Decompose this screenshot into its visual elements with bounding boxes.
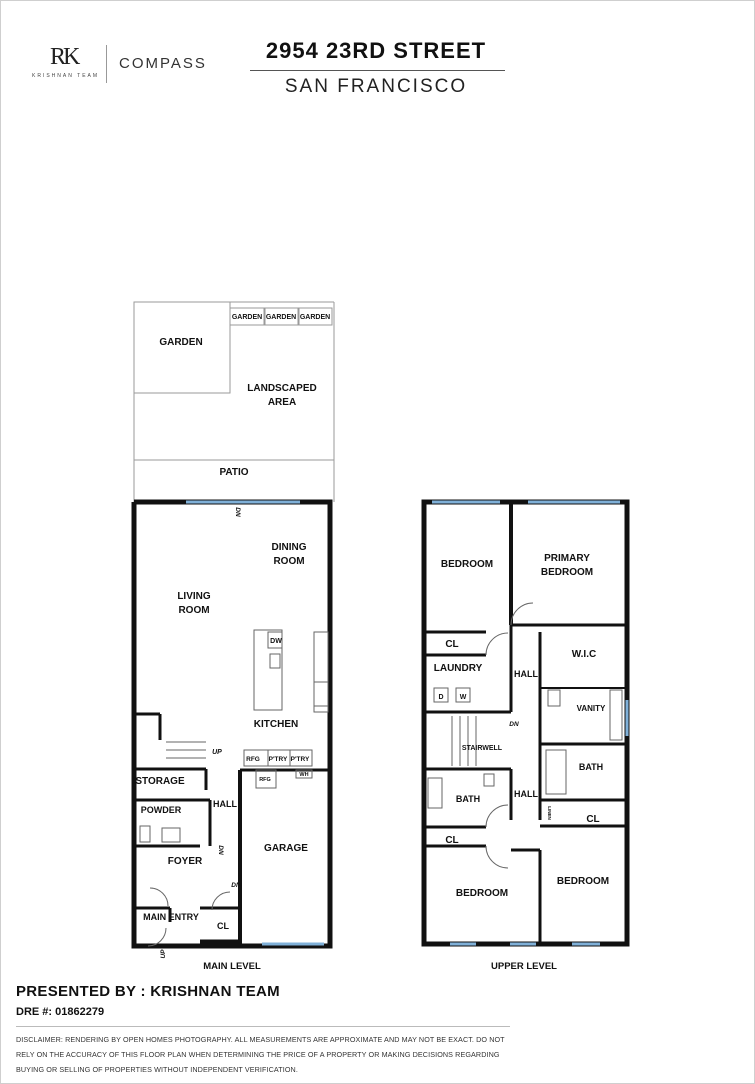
property-address: 2954 23RD STREET — [265, 38, 487, 63]
dre-number: DRE #: 01862279 — [16, 1006, 105, 1018]
hall-bath-label: BATH — [455, 794, 481, 804]
kitchen-fixtures — [140, 630, 328, 946]
krishnan-team-logo: RK — [50, 44, 78, 70]
closet-3-label: CL — [586, 814, 600, 825]
dryer-label: D — [438, 694, 444, 701]
pantry-label-1: P'TRY — [268, 756, 288, 763]
stair-up-label: UP — [212, 749, 222, 756]
stairwell-label: STAIRWELL — [461, 745, 503, 752]
presented-by: PRESENTED BY : KRISHNAN TEAM — [16, 983, 280, 1000]
entry-up-label: UP — [160, 949, 167, 959]
compass-logo: COMPASS — [119, 55, 207, 72]
linen-label: LINEN — [547, 806, 552, 820]
vanity-label: VANITY — [576, 704, 606, 713]
garden-label-2: GARDEN — [265, 314, 297, 321]
hall-2-label: HALL — [514, 789, 538, 799]
bedroom-se-label: BEDROOM — [556, 876, 610, 887]
property-city: SAN FRANCISCO — [284, 76, 468, 97]
washer-label: W — [459, 694, 467, 701]
garage-label: GARAGE — [264, 843, 308, 854]
patio-dn-label: DN — [234, 507, 241, 517]
upper-dn-label: DN — [509, 721, 519, 728]
living-room-label: LIVING — [177, 591, 211, 602]
primary-bath-label: BATH — [578, 762, 604, 772]
disclaimer-text: DISCLAIMER: RENDERING BY OPEN HOMES PHOTOGRAPHY. ALL MEASUREMENTS ARE APPROXIMATE AND MAY NOT BE EXACT. DO NOT RELY ON THE ACCURACY OF THIS FLOOR PLAN WHEN DETERMINING THE PRICE OF A PROPERTY OR MAKING DECISIONS REGARDING BUYING OR SELLING OF PROPERTIES WITHOUT INDEPENDENT VERIFICATION. — [16, 1035, 505, 1074]
living-room-label-2: ROOM — [178, 605, 210, 616]
main-entry-label: MAIN ENTRY — [143, 912, 199, 922]
landscaped-area-label: LANDSCAPED — [247, 383, 317, 394]
powder-label: POWDER — [140, 805, 182, 815]
foyer-label: FOYER — [167, 856, 203, 867]
landscaped-area-label-2: AREA — [267, 397, 297, 408]
laundry-label: LAUNDRY — [433, 663, 483, 674]
dining-room-label-2: ROOM — [273, 556, 305, 567]
garden-label: GARDEN — [159, 337, 203, 348]
closet-label: CL — [217, 921, 229, 931]
main-level-caption: MAIN LEVEL — [203, 961, 261, 972]
primary-bedroom-label-2: BEDROOM — [540, 567, 594, 578]
closet-1-label: CL — [445, 639, 459, 650]
dishwasher-label: DW — [270, 638, 282, 645]
primary-bedroom-label: PRIMARY — [544, 553, 590, 564]
upper-level-caption: UPPER LEVEL — [491, 961, 557, 972]
hall-label: HALL — [213, 799, 237, 809]
main-level-labels — [135, 314, 330, 972]
garage-fridge-label: RFG — [259, 777, 271, 783]
pantry-label-2: P'TRY — [290, 756, 310, 763]
bedroom-sw-label: BEDROOM — [455, 888, 509, 899]
hall-dn-label: DN — [217, 845, 224, 855]
logo-team-caption: KRISHNAN TEAM — [32, 73, 100, 79]
bedroom-nw-label: BEDROOM — [440, 559, 494, 570]
fridge-label: RFG — [246, 756, 260, 763]
disclaimer-rule — [16, 1026, 510, 1027]
garage-dn-label: DN — [231, 882, 241, 889]
hall-1-label: HALL — [514, 669, 538, 679]
main-level-walls — [134, 502, 330, 946]
patio-label: PATIO — [219, 467, 249, 478]
water-heater-label: WH — [299, 772, 309, 778]
kitchen-label: KITCHEN — [253, 719, 299, 730]
garden-label-1: GARDEN — [231, 314, 263, 321]
garden-label-3: GARDEN — [299, 314, 331, 321]
closet-2-label: CL — [445, 835, 459, 846]
dining-room-label: DINING — [271, 542, 307, 553]
storage-label: STORAGE — [135, 776, 185, 787]
wic-label: W.I.C — [571, 649, 597, 660]
